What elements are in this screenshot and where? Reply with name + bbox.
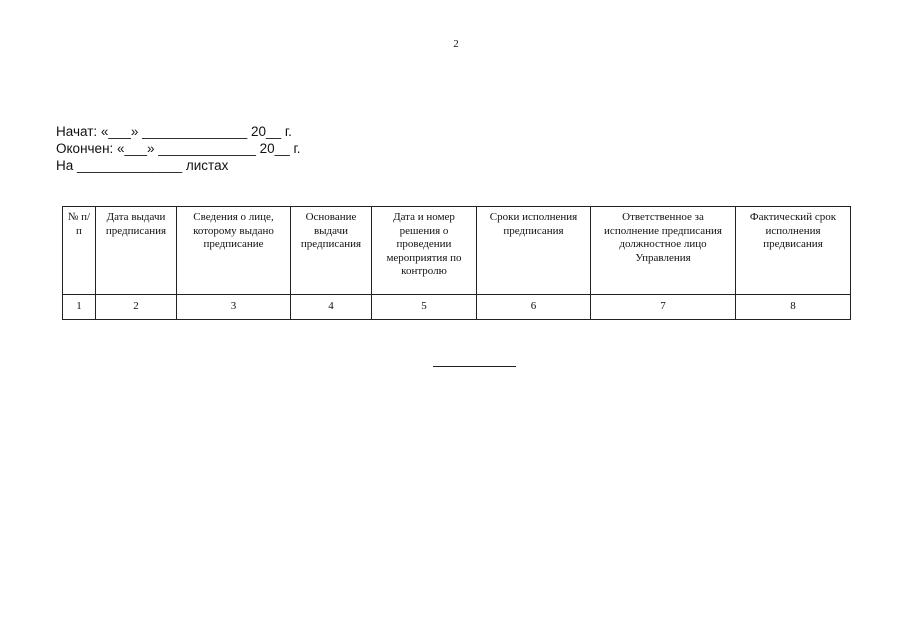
column-number-cell: 8 — [736, 295, 851, 320]
column-number-row — [63, 295, 851, 320]
column-number-cell: 4 — [291, 295, 372, 320]
column-header-number: № п/п — [63, 207, 96, 295]
closing-divider — [433, 366, 516, 367]
column-header-decision: Дата и номер решения о проведении мероприятия по контролю — [372, 207, 477, 295]
column-number-cell: 5 — [372, 295, 477, 320]
column-header-responsible-official: Ответственное за исполнение предписания должностное лицо Управления — [591, 207, 736, 295]
column-header-deadline: Сроки исполнения предписания — [477, 207, 591, 295]
journal-header — [56, 123, 300, 174]
ended-date-line: Окончен: «___» _____________ 20__ г. — [56, 141, 301, 156]
column-header-recipient: Сведения о лице, которому выдано предписание — [177, 207, 291, 295]
column-header-issue-date: Дата выдачи предписания — [96, 207, 177, 295]
column-number-cell: 6 — [477, 295, 591, 320]
column-number-cell: 2 — [96, 295, 177, 320]
column-header-grounds: Основание выдачи предписания — [291, 207, 372, 295]
page-number: 2 — [453, 38, 459, 50]
started-date-line: Начат: «___» ______________ 20__ г. — [56, 124, 292, 139]
column-header-actual-date: Фактический срок исполнения предвисания — [736, 207, 851, 295]
column-number-cell: 7 — [591, 295, 736, 320]
sheets-count-line: На ______________ листах — [56, 158, 229, 173]
table-header-row — [63, 207, 851, 295]
column-number-cell: 3 — [177, 295, 291, 320]
orders-register-table — [62, 206, 851, 320]
column-number-cell: 1 — [63, 295, 96, 320]
